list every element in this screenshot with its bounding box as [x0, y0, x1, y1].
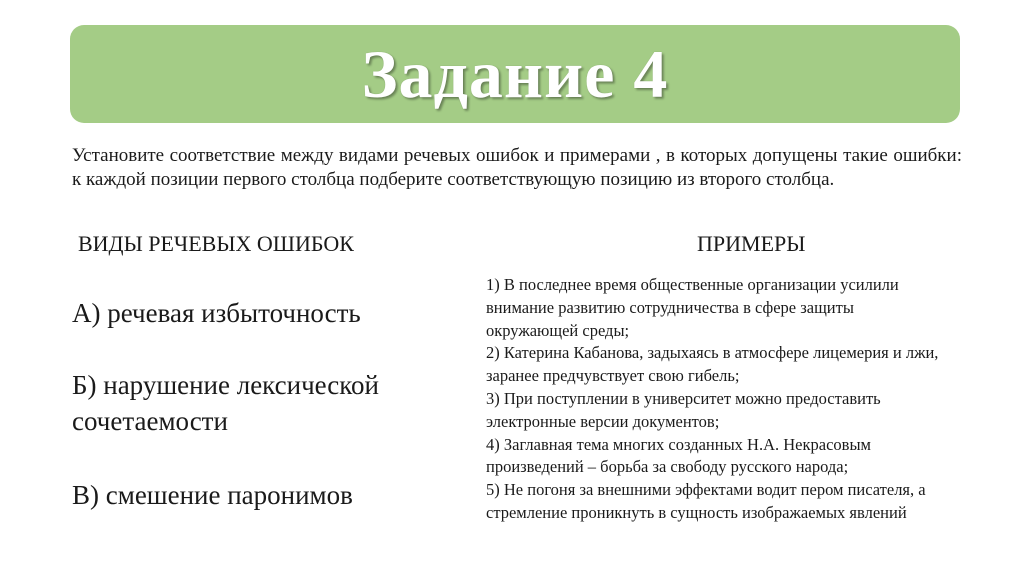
page-title: Задание 4: [361, 36, 669, 112]
example-line: стремление проникнуть в сущность изображаемых явлений: [486, 502, 907, 522]
example-line: 3) При поступлении в университет можно предоставить: [486, 388, 881, 408]
error-type-a: А) речевая избыточность: [72, 298, 361, 328]
error-types-header: ВИДЫ РЕЧЕВЫХ ОШИБОК: [78, 231, 354, 256]
error-type-b: [72, 367, 472, 439]
instruction-line-1: Установите соответствие между видами речевых ошибок и примерами , в которых допущены: [72, 145, 838, 166]
instruction-line-3: второго столбца.: [699, 169, 835, 190]
examples-header: ПРИМЕРЫ: [697, 231, 806, 256]
example-line: 2) Катерина Кабанова, задыхаясь в атмосфере лицемерия и лжи,: [486, 343, 939, 363]
example-line: заранее предчувствует свою гибель;: [486, 366, 740, 386]
example-line: электронные версии документов;: [486, 411, 720, 431]
example-line: 4) Заглавная тема многих созданных Н.А. Некрасовым: [486, 434, 871, 454]
example-line: внимание развитию сотрудничества в сфере защиты: [486, 297, 854, 317]
task-instruction: [72, 144, 962, 192]
error-type-c: В) смешение паронимов: [72, 480, 353, 510]
examples-list: [486, 274, 1006, 525]
error-type-b-line-2: сочетаемости: [72, 406, 228, 436]
title-banner: [70, 25, 960, 123]
example-line: произведений – борьба за свободу русского народа;: [486, 457, 849, 477]
error-type-b-line-1: Б) нарушение лексической: [72, 370, 379, 400]
instruction-line-2: такие ошибки: к каждой позиции первого столбца подберите соответствующую позицию из: [72, 145, 962, 190]
example-line: 1) В последнее время общественные организации усилили: [486, 275, 899, 294]
example-line: 5) Не погоня за внешними эффектами водит пером писателя, а: [486, 480, 926, 500]
example-line: окружающей среды;: [486, 320, 630, 340]
